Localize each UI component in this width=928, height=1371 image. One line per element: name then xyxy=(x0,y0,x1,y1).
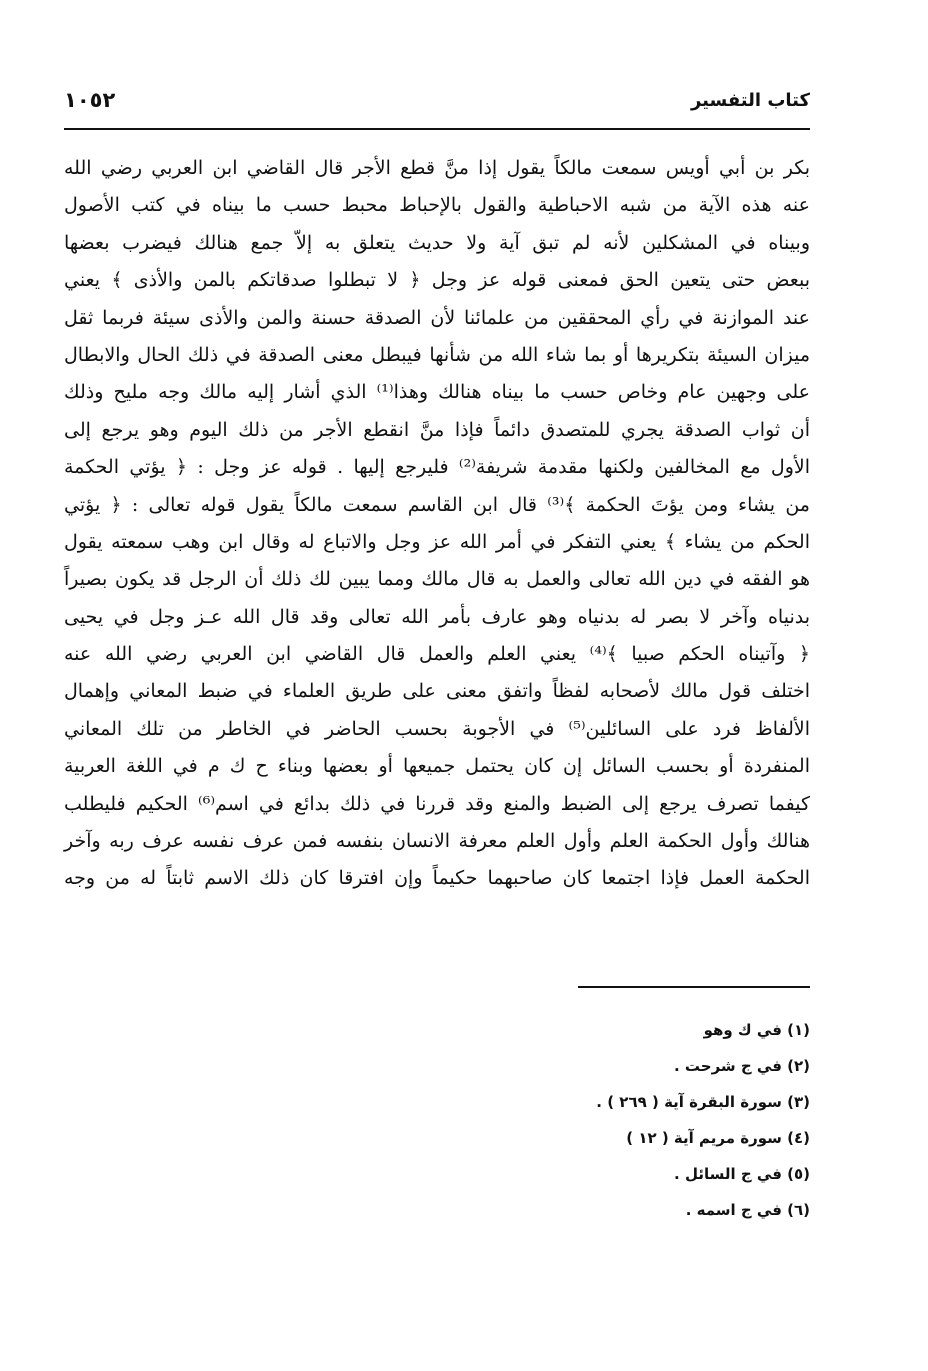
text-line: على وجهين عام وخاص حسب ما بيناه هنالك وهذا⁽¹⁾ الذي أشار إليه مالك وجه مليح وذلك xyxy=(64,381,810,404)
footnote: (٤) سورة مريم آية ( ١٢ ) xyxy=(626,1129,810,1147)
footnote: (١) في ك وهو xyxy=(703,1021,810,1039)
text-line: عنه هذه الآية من شبه الاحباطية والقول بالإحباط محبط حسب ما بيناه في كتب الأصول xyxy=(64,194,810,217)
text-line: هو الفقه في دين الله تعالى والعمل به قال مالك ومما يبين لك ذلك أن الرجل قد يكون بصيراً xyxy=(64,568,810,591)
text-line: من يشاء ومن يؤتَ الحكمة ﴾⁽³⁾ قال ابن القاسم سمعت مالكاً يقول قوله تعالى : ﴿ يؤتي xyxy=(64,493,810,516)
footnotes xyxy=(410,1012,810,1228)
main-text xyxy=(64,150,810,898)
page-number: ١٠٥٢ xyxy=(64,88,116,112)
footnote: (٢) في ج شرحت . xyxy=(673,1057,810,1075)
footnote: (٦) في ج اسمه . xyxy=(685,1201,810,1219)
text-line: الحكم من يشاء ﴾ يعني التفكر في أمر الله عز وجل والاتباع له وقال ابن وهب سمعته يقول xyxy=(64,530,810,553)
text-line: المنفردة أو بحسب السائل إن كان يحتمل جميعها أو بعضها وبناء ح ك م في اللغة العربية xyxy=(64,755,810,778)
text-line: أن ثواب الصدقة يجري للمتصدق دائماً فإذا منَّ انقطع الأجر من ذلك اليوم وهو يرجع إلى xyxy=(64,418,810,441)
running-title: كتاب التفسير xyxy=(690,90,810,111)
text-line: وبيناه في المشكلين لأنه لم تبق آية ولا حديث يتعلق به إلاّ جمع هنالك فيضرب بعضها xyxy=(64,231,810,254)
text-line: الألفاظ فرد على السائلين⁽⁵⁾ في الأجوبة بحسب الحاضر في الخاطر من تلك المعاني xyxy=(64,717,811,740)
text-line: اختلف قول مالك لأصحابه لفظاً واتفق معنى على طريق العلماء في ضبط المعاني وإهمال xyxy=(64,680,810,703)
text-line: هنالك وأول الحكمة العلم وأول العلم معرفة الانسان بنفسه فمن عرف نفسه عرف ربه وآخر xyxy=(64,830,810,853)
text-line: بدنياه وآخر لا بصر له بدنياه وهو عارف بأمر الله تعالى وقد قال الله عـز وجل في يحيى xyxy=(64,605,810,628)
page-header xyxy=(64,86,810,120)
text-line: بكر بن أبي أويس سمعت مالكاً يقول إذا منَّ قطع الأجر قال القاضي ابن العربي رضي الله xyxy=(64,157,810,179)
text-line: كيفما تصرف يرجع إلى الضبط والمنع وقد قررنا في ذلك بدائع في اسم⁽⁶⁾ الحكيم فليطلب xyxy=(64,792,810,815)
footnote: (٥) في ج السائل . xyxy=(674,1165,810,1183)
text-line: الحكمة العمل فإذا اجتمعا كان صاحبهما حكيماً وإن افترقا كان ذلك الاسم ثابتاً له من وجه xyxy=(64,867,810,890)
text-line: عند الموازنة في رأي المحققين من علمائنا لأن الصدقة حسنة والمن والأذى سيئة فربما ثقل xyxy=(64,306,810,329)
text-line: ببعض حتى يتعين الحق فمعنى قوله عز وجل ﴿ لا تبطلوا صدقاتكم بالمن والأذى ﴾ يعني xyxy=(64,269,810,292)
text-line: ميزان السيئة بتكريرها أو بما شاء الله من شأنها فيبطل معنى الصدقة في ذلك الحال والابطال xyxy=(64,343,810,366)
header-divider xyxy=(64,128,810,130)
text-line: الأول مع المخالفين ولكنها مقدمة شريفة⁽²⁾ فليرجع إليها . قوله عز وجل : ﴿ يؤتي الحكمة xyxy=(64,456,810,479)
footnote-divider xyxy=(578,986,810,988)
footnote: (٣) سورة البقرة آية ( ٢٦٩ ) . xyxy=(596,1093,810,1111)
text-line: ﴿ وآتيناه الحكم صبيا ﴾⁽⁴⁾ يعني العلم والعمل قال القاضي ابن العربي رضي الله عنه xyxy=(64,643,810,666)
